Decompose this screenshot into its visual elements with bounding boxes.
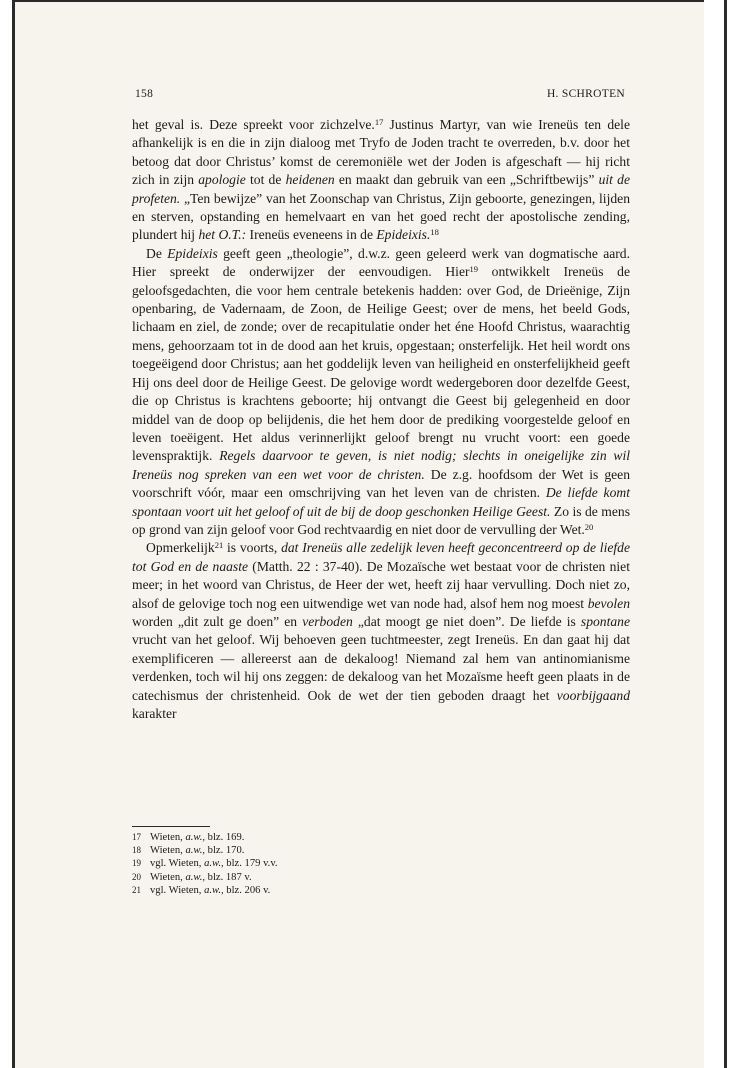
footnote-ref: 19 — [469, 264, 479, 275]
italic-run: apologie — [198, 172, 246, 188]
text-run: blz. 187 v. — [205, 871, 252, 883]
text-run: blz. 170. — [205, 845, 245, 857]
text-run: vrucht van het geloof. Wij behoeven geen tuchtmeester, zegt Ireneüs. En dan gaat hij dat exemplificeren — allereerst aan de dekaloog! Niemand zal hem van antinomianisme verdenken, toch wil hij ons zeggen: de dekaloog van het Mozaïsme heeft geen plaats in de catechismus der christenheid. Ook de wet der tien geboden draagt het — [132, 632, 630, 703]
footnote-number: 17 — [132, 832, 141, 842]
text-run: Wieten, — [150, 845, 186, 857]
text-run: Wieten, — [150, 832, 186, 843]
italic-run: a.w., — [204, 858, 224, 870]
footnote-text — [150, 857, 432, 870]
italic-run: Epideixis. — [376, 227, 431, 243]
scan-edge — [724, 0, 727, 1068]
text-run: tot de — [245, 172, 286, 188]
footnote — [132, 884, 432, 897]
text-run: Wieten, — [150, 871, 186, 883]
text-run: Justinus Martyr, van wie Ireneüs ten dele afhankelijk is en die in zijn dialoog met Tryfo de Joden tracht te overreden, b.v. door het betoog dat door Christus’ komst de ceremoniële wet der Joden is afgeschaft — hij richt zich in zijn — [132, 117, 630, 188]
footnote-number: 19 — [132, 858, 141, 869]
footnote-ref: 18 — [430, 227, 439, 238]
italic-run: bevolen — [587, 595, 630, 611]
text-run: De — [146, 245, 168, 261]
footnote-text — [150, 831, 432, 844]
italic-run: Regels daarvoor te geven, is niet nodig; slechts in oneigelijke zin wil Ireneüs nog spreken van een wet voor de christen. — [132, 448, 631, 482]
italic-run: het O.T.: — [198, 227, 247, 243]
text-run: karakter — [132, 706, 177, 721]
footnote — [132, 844, 432, 857]
italic-run: Epideixis — [167, 245, 218, 261]
footnote — [132, 871, 432, 884]
text-run: worden „dit zult ge doen” en — [132, 613, 303, 629]
italic-run: spontane — [580, 613, 631, 629]
footnote-ref: 21 — [214, 540, 224, 551]
italic-run: voorbijgaand — [556, 687, 630, 703]
text-run: Opmerkelijk — [146, 540, 215, 556]
footnote-ref: 20 — [584, 521, 594, 532]
text-run: geeft geen „theologie”, d.w.z. geen geleerd werk van dogmatische aard. Hier spreekt de onderwijzer der eenvoudigen. Hier — [132, 245, 631, 280]
footnote-number: 20 — [132, 871, 141, 882]
italic-run: verboden — [302, 613, 353, 629]
text-run: vgl. Wieten, — [150, 858, 205, 870]
italic-run: a.w., — [185, 832, 205, 843]
italic-run: a.w., — [204, 884, 224, 896]
text-run: vgl. Wieten, — [150, 884, 205, 896]
paragraph — [132, 245, 630, 540]
footnote — [132, 831, 432, 844]
italic-run: a.w., — [185, 871, 205, 883]
footnotes — [132, 831, 432, 897]
text-run: is voorts, — [223, 540, 282, 556]
footnote-text — [150, 871, 432, 884]
text-run: De z.g. hoofdsom der Wet is geen voorschrift vóór, maar een omschrijving van het leven van de christen. — [132, 466, 630, 501]
running-author: H. SCHROTEN — [546, 88, 625, 100]
italic-run: uit de profeten. — [132, 172, 630, 206]
text-run: Zo is de mens op grond van zijn geloof voor God rechtvaardig en niet door de vervulling der Wet. — [132, 503, 630, 537]
text-run: (Matth. 22 : 37-40). De Mozaïsche wet bestaat voor de christen niet meer; in het woord van Christus, de Heer der wet, heeft zij haar vervulling. Doch niet zo, alsof de gelovige toch nog een uitwendige wet van node had, alsof hem nog moest — [132, 558, 630, 611]
text-run: „dat moogt ge niet doen”. De liefde is — [352, 613, 581, 629]
footnote-divider — [132, 826, 210, 827]
text-run: ontwikkelt Ireneüs de geloofsgedachten, die voor hem centrale betekenis hadden: over God, de Drieënige, Zijn openbaring, de Vadernaam, de Zoon, de Heilige Geest; over de mens, het beeld Gods, lichaam en ziel, de zonde; over de recapitulatie onder het éne Hoofd Christus, waarachtig mens, gehoorzaam tot in de dood aan het kruis, opgestaan; onsterfelijk. Het heil wordt ons toegeëigend door Christus; aan het goddelijk leven van heiligheid en onsterfelijkheid geeft Hij ons deel door de Heilige Geest. De gelovige wordt wedergeboren door dezelfde Geest, die op Christus is krachtens geboorte; hij ontvangt die Geest bij gelegenheid en door middel van de doop op belijdenis, die het hem door de prediking voorgestelde geloof en leven toeëigent. Het aldus verinnerlijkt geloof brengt nu vrucht voort: een goede levenspraktijk. — [132, 264, 630, 464]
footnote-ref: 17 — [374, 117, 384, 127]
main-text — [132, 116, 630, 723]
page-number: 158 — [135, 88, 154, 100]
text-run: blz. 179 v.v. — [223, 858, 278, 870]
italic-run: heidenen — [285, 172, 335, 188]
footnote — [132, 857, 432, 870]
text-run: het geval is. Deze spreekt voor zichzelve. — [132, 117, 375, 132]
footnote-number: 18 — [132, 845, 141, 856]
italic-run: a.w., — [185, 845, 205, 857]
text-run: blz. 169. — [205, 832, 245, 843]
footnote-number: 21 — [132, 884, 141, 895]
italic-run: dat Ireneüs alle zedelijk leven heeft geconcentreerd op de liefde tot God en de naaste — [132, 540, 630, 574]
text-run: Ireneüs eveneens in de — [246, 227, 377, 243]
footnote-text — [150, 884, 432, 897]
paragraph — [132, 116, 630, 245]
paragraph — [132, 539, 630, 723]
italic-run: De liefde komt spontaan voort uit het geloof of uit de bij de doop geschonken Heilige Geest. — [132, 485, 630, 519]
footnote-text — [150, 844, 432, 857]
text-run: blz. 206 v. — [223, 884, 271, 896]
text-run: en maakt dan gebruik van een „Schriftbewijs” — [334, 172, 599, 188]
text-run: „Ten bewijze” van het Zoonschap van Christus, Zijn geboorte, genezingen, lijden en sterven, opstanding en hemelvaart en van het goed recht der apostolische zending, plundert hij — [132, 190, 630, 243]
